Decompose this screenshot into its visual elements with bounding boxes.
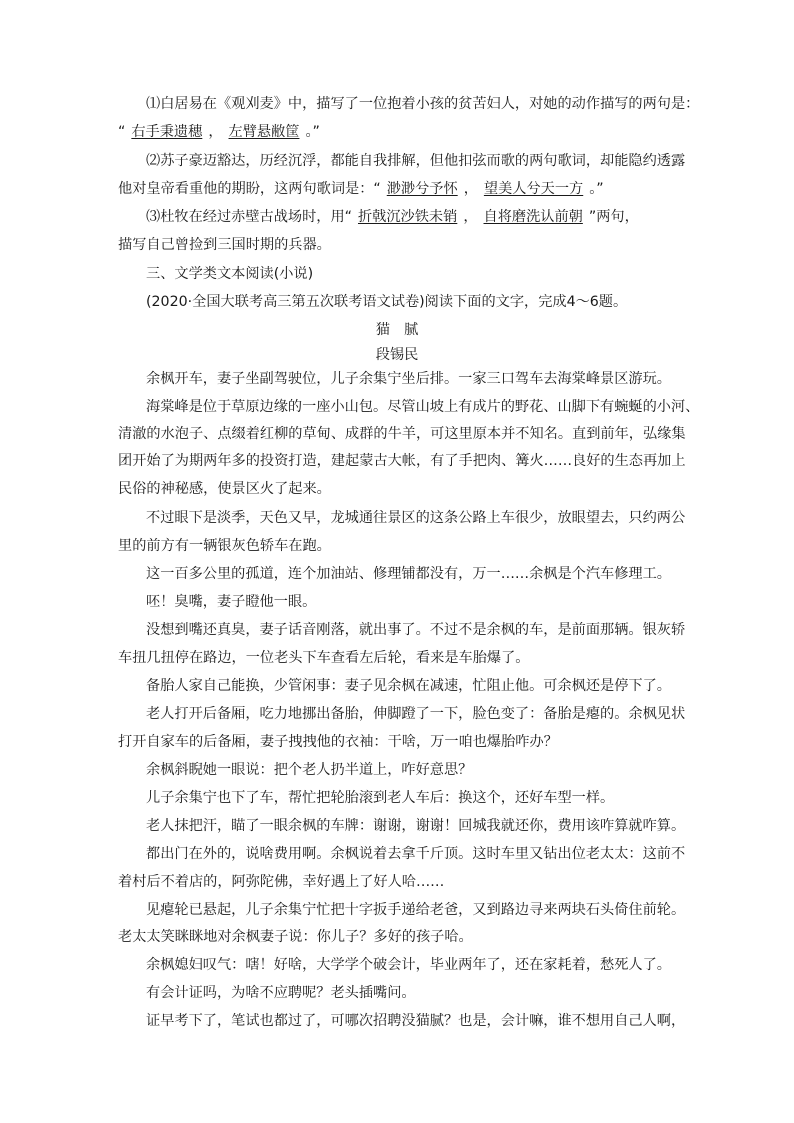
story-line: 余枫媳妇叹气：嗐！好啥，大学学个破会计，毕业两年了，还在家耗着，愁死人了。 xyxy=(146,957,671,973)
answer-blank-5: 折戟沉沙铁未销 xyxy=(357,209,458,225)
story-line: 海棠峰是位于草原边缘的一座小山包。尽管山坡上有成片的野花、山脚下有蜿蜒的小河、 xyxy=(146,399,700,415)
open-quote: “ xyxy=(118,124,126,140)
question-2-line-2 xyxy=(118,179,680,199)
story-line: 打开自家车的后备厢，妻子拽拽他的衣袖：干啥，万一咱也爆胎咋办？ xyxy=(118,734,558,750)
story-line: 这一百多公里的孤道，连个加油站、修理铺都没有，万一……余枫是个汽车修理工。 xyxy=(146,566,671,582)
question-1-line xyxy=(146,94,700,114)
close-quote: 。” xyxy=(589,181,604,197)
story-line: 老人打开后备厢，吃力地挪出备胎，伸脚蹬了一下，脸色变了：备胎是瘪的。余枫见状 xyxy=(146,706,686,722)
story-line: 着村后不着店的，阿弥陀佛，幸好遇上了好人哈…… xyxy=(118,874,445,890)
story-author-text: 段锡民 xyxy=(375,347,419,363)
section-heading-text: 三、文学类文本阅读(小说) xyxy=(146,266,314,282)
story-line: 余枫开车，妻子坐副驾驶位，儿子余集宁坐后排。一家三口驾车去海棠峰景区游玩。 xyxy=(146,371,671,387)
story-line: 团开始了为期两年多的投资打造，建起蒙古大帐，有了手把肉、篝火……良好的生态再加上 xyxy=(118,453,686,469)
story-title xyxy=(0,320,794,340)
story-line: 都出门在外的，说啥费用啊。余枫说着去拿千斤顶。这时车里又钻出位老太太：这前不 xyxy=(146,846,686,862)
question-3-line-2 xyxy=(118,235,680,255)
comma: ， xyxy=(463,209,478,225)
story-line: 不过眼下是淡季，天色又早，龙城通往景区的这条公路上车很少，放眼望去，只约两公 xyxy=(146,510,686,526)
section-heading xyxy=(146,264,680,284)
story-line: 有会计证吗，为啥不应聘呢？老头插嘴问。 xyxy=(146,985,416,1001)
story-line: 老人抹把汗，瞄了一眼余枫的车牌：谢谢，谢谢！回城我就还你，费用该咋算就咋算。 xyxy=(146,818,686,834)
story-line: 里的前方有一辆银灰色轿车在跑。 xyxy=(118,538,331,554)
story-line: 民俗的神秘感，使景区火了起来。 xyxy=(118,481,331,497)
question-2-text: ⑵苏子豪迈豁达，历经沉浮，都能自我排解，但他扣弦而歌的两句歌词，却能隐约透露 xyxy=(146,153,686,169)
story-line: 老太太笑眯眯地对余枫妻子说：你儿子？多好的孩子哈。 xyxy=(118,929,473,945)
question-2-line-1 xyxy=(146,151,686,171)
question-3-line-1 xyxy=(146,207,680,227)
story-line: 没想到嘴还真臭，妻子话音刚落，就出事了。不过不是余枫的车，是前面那辆。银灰轿 xyxy=(146,622,686,638)
answer-blank-4: 望美人兮天一方 xyxy=(483,181,584,197)
question-3-text-cont: 描写自己曾捡到三国时期的兵器。 xyxy=(118,237,331,253)
answer-blank-6: 自将磨洗认前朝 xyxy=(483,209,583,225)
question-2-text-cont: 他对皇帝看重他的期盼，这两句歌词是：“ xyxy=(118,181,381,197)
close-quote: 。” xyxy=(305,124,320,140)
story-line: 余枫斜睨她一眼说：把个老人扔半道上，咋好意思？ xyxy=(146,762,473,778)
story-line: 车扭几扭停在路边，一位老头下车查看左后轮，看来是车胎爆了。 xyxy=(118,650,530,666)
section-instruction-text: (2020·全国大联考高三第五次联考语文试卷)阅读下面的文字，完成4～6题。 xyxy=(146,294,628,310)
story-line: 清澈的水泡子、点缀着红柳的草甸、成群的牛羊，可这里原本并不知名。直到前年，弘缘集 xyxy=(118,426,686,442)
answer-blank-1: 右手秉遗穗 xyxy=(131,124,203,140)
story-line: 备胎人家自己能换，少管闲事：妻子见余枫在减速，忙阻止他。可余枫还是停下了。 xyxy=(146,678,671,694)
comma: ， xyxy=(208,124,223,140)
story-line: 呸！臭嘴，妻子瞪他一眼。 xyxy=(146,594,317,610)
story-title-text: 猫 腻 xyxy=(375,322,419,338)
question-1-text: ⑴白居易在《观刈麦》中，描写了一位抱着小孩的贫苦妇人，对她的动作描写的两句是： xyxy=(146,96,700,112)
story-line: 证早考下了，笔试也都过了，可哪次招聘没猫腻？也是，会计嘛，谁不想用自己人啊， xyxy=(146,1013,686,1029)
answer-blank-3: 渺渺兮予怀 xyxy=(386,181,458,197)
question-3-text: ⑶杜牧在经过赤壁古战场时，用“ xyxy=(146,209,352,225)
answer-blank-2: 左臂悬敝筐 xyxy=(228,124,300,140)
section-instruction xyxy=(146,292,680,312)
story-author xyxy=(0,345,794,365)
story-line: 儿子余集宁也下了车，帮忙把轮胎滚到老人车后：换这个，还好车型一样。 xyxy=(146,790,615,806)
comma: ， xyxy=(463,181,478,197)
question-3-text-after: ”两句， xyxy=(588,209,639,225)
story-line: 见瘪轮已悬起，儿子余集宁忙把十字扳手递给老爸，又到路边寻来两块石头倚住前轮。 xyxy=(146,902,686,918)
question-1-answer-line xyxy=(118,122,680,142)
